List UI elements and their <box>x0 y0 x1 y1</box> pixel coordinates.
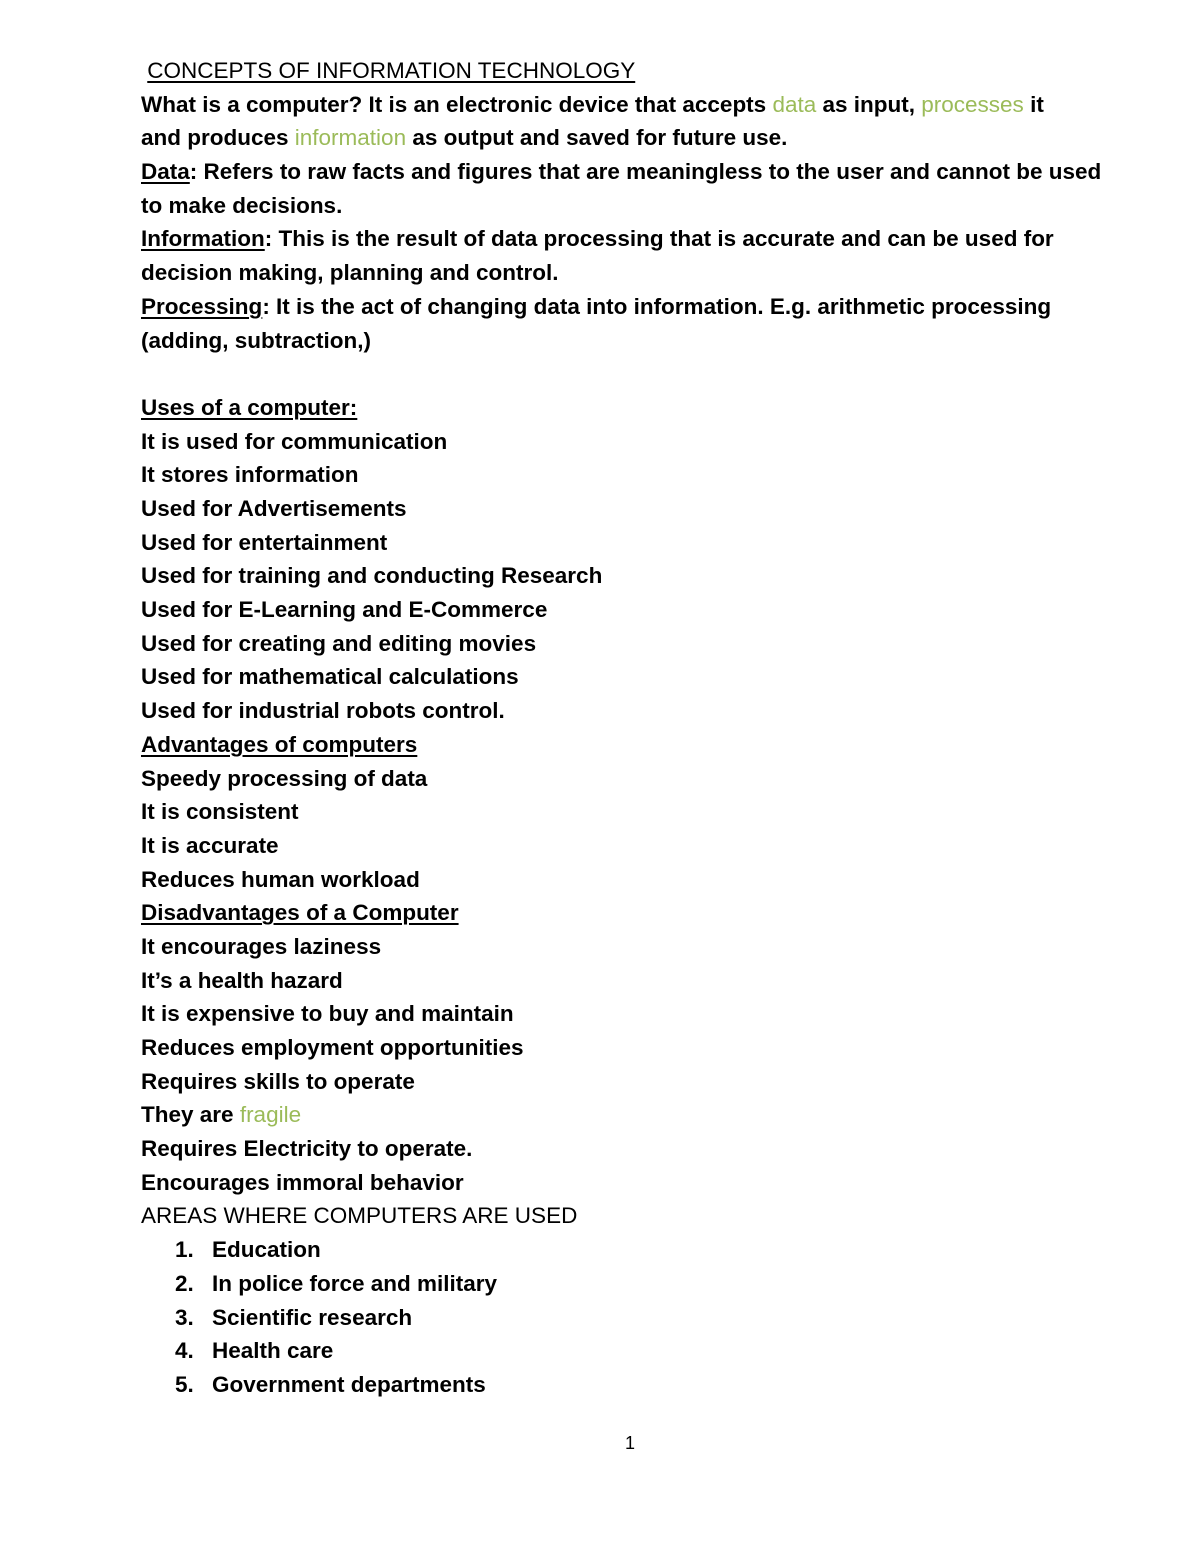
list-item: It’s a health hazard <box>141 967 343 993</box>
numbered-item <box>141 1233 1111 1267</box>
keyword-information: information <box>294 125 407 151</box>
disadvantages-heading-text: Disadvantages of a Computer <box>141 900 459 926</box>
definition-text: : This is the result of data processing that is accurate and can be used for decision making, planning and control. <box>141 226 1054 286</box>
intro-text: as input, <box>816 91 922 117</box>
definition-term: Data <box>141 159 190 185</box>
list-item: It stores information <box>141 462 359 488</box>
item-text: Scientific research <box>212 1304 413 1330</box>
fragile-prefix: They are <box>141 1102 240 1128</box>
list-item: Encourages immoral behavior <box>141 1169 464 1195</box>
list-item: Reduces human workload <box>141 866 420 892</box>
item-text: Education <box>212 1237 321 1263</box>
item-number: 1. <box>175 1237 194 1263</box>
numbered-item <box>141 1301 1111 1335</box>
numbered-item <box>141 1368 1111 1402</box>
list-item: Used for mathematical calculations <box>141 664 519 690</box>
definition-text: : Refers to raw facts and figures that are meaningless to the user and cannot be used to make decisions. <box>141 159 1102 218</box>
item-number: 4. <box>175 1338 194 1364</box>
definition-text: : It is the act of changing data into information. E.g. arithmetic processing (adding, subtraction,) <box>141 293 1052 353</box>
page-number: 1 <box>624 1433 635 1453</box>
list-item: It is used for communication <box>141 428 448 454</box>
intro-text: it <box>1023 91 1044 117</box>
definition-data <box>141 155 1111 222</box>
keyword-processes: processes <box>921 91 1024 117</box>
intro-text: What is a computer? It is an electronic device that accepts <box>141 91 773 117</box>
item-text: Health care <box>212 1338 334 1364</box>
list-item: Used for creating and editing movies <box>141 630 537 656</box>
item-number: 5. <box>175 1371 194 1397</box>
intro-line-1 <box>141 88 1111 122</box>
blank-line <box>141 357 1111 391</box>
list-item: Used for entertainment <box>141 529 388 555</box>
list-item: It is accurate <box>141 832 279 858</box>
definition-term: Information <box>141 226 265 252</box>
areas-heading: AREAS WHERE COMPUTERS ARE USED <box>141 1203 578 1229</box>
list-item: Used for training and conducting Research <box>141 563 603 589</box>
keyword-data: data <box>772 91 817 117</box>
item-text: Government departments <box>212 1371 486 1397</box>
advantages-heading-text: Advantages of computers <box>141 731 418 757</box>
intro-text: as output and saved for future use. <box>406 125 788 151</box>
uses-heading <box>141 391 1111 425</box>
disadvantages-heading <box>141 896 1111 930</box>
list-item: Requires Electricity to operate. <box>141 1136 473 1162</box>
definition-processing <box>141 290 1111 357</box>
numbered-item <box>141 1334 1111 1368</box>
list-item: Reduces employment opportunities <box>141 1035 524 1061</box>
list-item: It is consistent <box>141 799 299 825</box>
title-text: CONCEPTS OF INFORMATION TECHNOLOGY <box>147 58 636 83</box>
list-item: Used for Advertisements <box>141 496 407 522</box>
list-item: It encourages laziness <box>141 933 382 959</box>
intro-text: and produces <box>141 125 295 151</box>
document-body <box>141 54 1111 1402</box>
list-item: Requires skills to operate <box>141 1068 415 1094</box>
list-item: Used for industrial robots control. <box>141 698 505 724</box>
uses-heading-text: Uses of a computer: <box>141 394 358 420</box>
item-number: 2. <box>175 1270 194 1296</box>
intro-line-2 <box>141 121 1111 155</box>
list-item: Speedy processing of data <box>141 765 428 791</box>
item-number: 3. <box>175 1304 194 1330</box>
advantages-heading <box>141 728 1111 762</box>
definition-term: Processing <box>141 293 263 319</box>
list-item: It is expensive to buy and maintain <box>141 1001 514 1027</box>
list-item-fragile <box>141 1098 1111 1132</box>
item-text: In police force and military <box>212 1270 498 1296</box>
list-item: Used for E-Learning and E-Commerce <box>141 597 548 623</box>
document-title <box>141 54 1111 88</box>
keyword-fragile: fragile <box>239 1102 302 1128</box>
definition-information <box>141 222 1111 289</box>
numbered-item <box>141 1267 1111 1301</box>
